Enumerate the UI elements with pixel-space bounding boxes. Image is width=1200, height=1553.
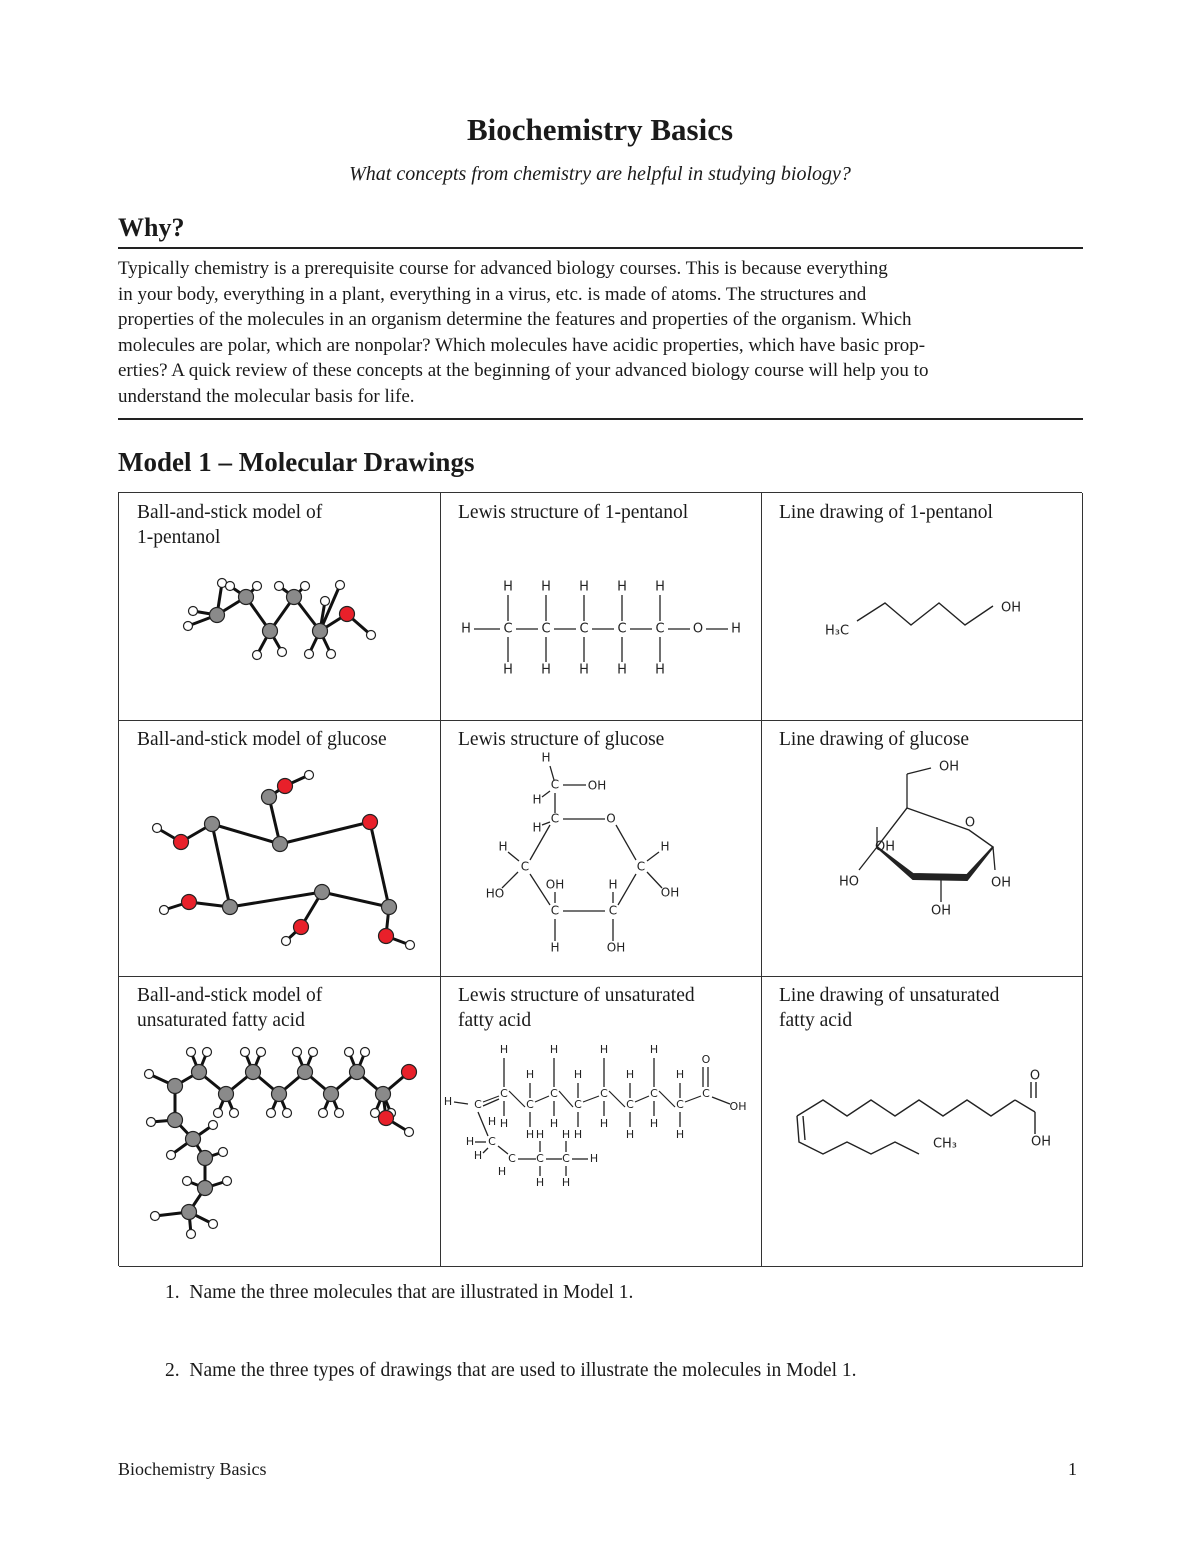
atom-label: H — [599, 1117, 609, 1130]
atom-label: H — [535, 1176, 545, 1189]
hydrogen-atom — [187, 1230, 196, 1239]
carbon-chain-line — [797, 1100, 1015, 1116]
hydrogen-atom — [183, 1177, 192, 1186]
atom-label: C — [550, 903, 560, 918]
atom-label: H — [561, 1128, 571, 1141]
atom-label: O — [692, 621, 704, 637]
carbon-atom — [198, 1181, 213, 1196]
carbon-atom — [313, 624, 328, 639]
carbon-atom — [262, 790, 277, 805]
line-fatty-acid-figure — [761, 976, 1081, 1265]
bond-line — [647, 872, 662, 888]
oxygen-atom — [340, 607, 355, 622]
bond-line — [647, 852, 659, 861]
carbon-atom — [376, 1087, 391, 1102]
cell-ball-stick-glucose — [119, 720, 441, 977]
carbon-atom — [198, 1151, 213, 1166]
atom-label: H — [549, 1043, 559, 1056]
carbon-atom — [186, 1132, 201, 1147]
cell-lewis-fatty-acid — [440, 976, 762, 1267]
hydrogen-atom — [335, 1109, 344, 1118]
atom-label: H — [579, 662, 589, 678]
hydrogen-atom — [257, 1048, 266, 1057]
carbon-atom — [263, 624, 278, 639]
atom-label: OH — [874, 839, 896, 855]
line-glucose-figure — [761, 720, 1081, 975]
hydrogen-atom — [321, 597, 330, 606]
hydrogen-atom — [361, 1048, 370, 1057]
hydrogen-atom — [223, 1177, 232, 1186]
atom-label: H — [617, 579, 627, 595]
carbon-atom — [239, 590, 254, 605]
atom-label: HO — [838, 874, 860, 890]
question-text: Name the three molecules that are illustrated in Model 1. — [189, 1282, 634, 1303]
oxygen-atom — [174, 835, 189, 850]
atom-label: H — [532, 792, 542, 807]
question-text: Name the three types of drawings that are used to illustrate the molecules in Model 1. — [189, 1360, 857, 1381]
carbon-atom — [350, 1065, 365, 1080]
cell-label: Ball-and-stick model of 1-pentanol — [137, 502, 323, 548]
atom-label: C — [574, 1098, 582, 1111]
question-number: 2. — [165, 1360, 180, 1381]
bond-line — [542, 822, 550, 825]
hydrogen-atom — [203, 1048, 212, 1057]
atom-label: H — [617, 662, 627, 678]
cell-ball-stick-fatty-acid — [119, 976, 441, 1267]
atom-label: C — [550, 1087, 558, 1100]
cell-label: Line drawing of unsaturated fatty acid — [779, 985, 1000, 1031]
carbon-chain-line — [857, 603, 993, 625]
atom-label: H — [473, 1149, 483, 1162]
why-heading: Why? — [118, 213, 185, 242]
ball-stick-pentanol-figure — [119, 493, 439, 719]
lewis-pentanol-figure — [440, 493, 760, 719]
cell-lewis-glucose — [440, 720, 762, 977]
atom-label: H — [541, 750, 551, 765]
carbon-atom — [223, 900, 238, 915]
atom-label: H₃C — [824, 623, 850, 639]
hydrogen-atom — [184, 622, 193, 631]
cell-label: Ball-and-stick model of glucose — [137, 729, 387, 750]
oxygen-atom — [379, 929, 394, 944]
hydrogen-atom — [151, 1212, 160, 1221]
atom-label: H — [541, 579, 551, 595]
bond-line — [993, 847, 995, 870]
carbon-atom — [273, 837, 288, 852]
carbon-atom — [210, 608, 225, 623]
atom-label: H — [675, 1128, 685, 1141]
question-1 — [165, 1282, 633, 1304]
bond-line — [583, 1096, 599, 1102]
atom-label: H — [561, 1176, 571, 1189]
why-line: Typically chemistry is a prerequisite course for advanced biology courses. This is because everything — [118, 258, 888, 279]
atom-label: HO — [485, 886, 505, 901]
atom-label: H — [660, 839, 670, 854]
bond-line — [712, 1097, 730, 1104]
carbon-atom — [246, 1065, 261, 1080]
oxygen-atom — [363, 815, 378, 830]
atom-label: O — [1029, 1068, 1041, 1084]
atom-label: H — [573, 1128, 583, 1141]
atom-label: C — [474, 1098, 482, 1111]
question-number: 1. — [165, 1282, 180, 1303]
lewis-fatty-acid-figure — [440, 976, 760, 1265]
carbon-atom — [298, 1065, 313, 1080]
hydrogen-atom — [345, 1048, 354, 1057]
bond-line — [659, 1091, 675, 1107]
hydrogen-atom — [367, 631, 376, 640]
hydrogen-atom — [305, 650, 314, 659]
stick-bond — [370, 822, 389, 907]
atom-label: H — [487, 1115, 497, 1128]
carbon-atom — [272, 1087, 287, 1102]
bond-line — [508, 852, 519, 861]
atom-label: H — [655, 662, 665, 678]
bond-line — [483, 1099, 499, 1106]
carbon-atom — [168, 1113, 183, 1128]
atom-label: OH — [606, 940, 626, 955]
atom-label: H — [535, 1128, 545, 1141]
atom-label: C — [550, 777, 560, 792]
carbon-atom — [205, 817, 220, 832]
atom-label: H — [525, 1128, 535, 1141]
hydrogen-atom — [253, 582, 262, 591]
atom-label: H — [731, 621, 741, 637]
atom-label: OH — [545, 877, 565, 892]
atom-label: H — [649, 1117, 659, 1130]
carbon-chain-line — [797, 1116, 919, 1154]
bond-line — [498, 1146, 508, 1154]
atom-label: H — [498, 839, 508, 854]
hydrogen-atom — [405, 1128, 414, 1137]
hydrogen-atom — [219, 1148, 228, 1157]
atom-label: H — [461, 621, 471, 637]
stick-bond — [230, 892, 322, 907]
atom-label: O — [701, 1053, 711, 1066]
lewis-glucose-figure — [440, 720, 760, 975]
atom-label: H — [503, 662, 513, 678]
hydrogen-atom — [319, 1109, 328, 1118]
atom-label: C — [617, 621, 627, 637]
atom-label: H — [589, 1152, 599, 1165]
atom-label: H — [625, 1128, 635, 1141]
hydrogen-atom — [145, 1070, 154, 1079]
bond-line — [559, 1091, 573, 1107]
atom-label: H — [541, 662, 551, 678]
hydrogen-atom — [283, 1109, 292, 1118]
atom-label: C — [636, 859, 646, 874]
atom-label: C — [650, 1087, 658, 1100]
divider-bottom — [118, 418, 1083, 420]
why-line: molecules are polar, which are nonpolar? Which molecules have acidic properties, which have basic prop- — [118, 334, 926, 356]
atom-label: C — [488, 1135, 496, 1148]
stick-bond — [212, 824, 230, 907]
bond-line — [535, 1096, 549, 1102]
cell-label: Lewis structure of unsaturated fatty acid — [458, 985, 695, 1031]
atom-label: C — [608, 903, 618, 918]
atom-label: OH — [660, 885, 680, 900]
atom-label: OH — [1000, 600, 1022, 616]
carbon-atom — [287, 590, 302, 605]
atom-label: H — [465, 1135, 475, 1148]
hydrogen-atom — [226, 582, 235, 591]
oxygen-atom — [278, 779, 293, 794]
oxygen-atom — [402, 1065, 417, 1080]
cell-line-fatty-acid — [761, 976, 1083, 1267]
model-heading: Model 1 – Molecular Drawings — [118, 447, 475, 477]
hydrogen-atom — [282, 937, 291, 946]
atom-label: C — [541, 621, 551, 637]
divider-top — [118, 247, 1083, 249]
atom-label: H — [503, 579, 513, 595]
atom-label: H — [655, 579, 665, 595]
hydrogen-atom — [267, 1109, 276, 1118]
atom-label: H — [499, 1117, 509, 1130]
atom-label: C — [562, 1152, 570, 1165]
atom-label: OH — [938, 759, 960, 775]
cell-label: Ball-and-stick model of unsaturated fatty acid — [137, 985, 323, 1031]
atom-label: OH — [587, 778, 607, 793]
carbon-atom — [324, 1087, 339, 1102]
bond-line — [609, 1091, 625, 1107]
hydrogen-atom — [305, 771, 314, 780]
atom-label: H — [608, 877, 618, 892]
cell-ball-stick-pentanol — [119, 493, 441, 721]
atom-label: C — [626, 1098, 634, 1111]
footer-title: Biochemistry Basics — [118, 1459, 267, 1479]
hydrogen-atom — [275, 582, 284, 591]
carbon-atom — [192, 1065, 207, 1080]
hydrogen-atom — [406, 941, 415, 950]
why-paragraph — [118, 256, 1083, 409]
cell-line-pentanol — [761, 493, 1083, 721]
bond-line — [859, 847, 877, 870]
bond-line — [618, 874, 636, 905]
oxygen-atom — [379, 1111, 394, 1126]
atom-label: H — [573, 1068, 583, 1081]
cell-label: Line drawing of glucose — [779, 729, 970, 750]
atom-label: OH — [990, 875, 1012, 891]
atom-label: H — [497, 1165, 507, 1178]
hydrogen-atom — [336, 581, 345, 590]
hydrogen-atom — [230, 1109, 239, 1118]
bond-line — [635, 1096, 649, 1102]
cell-label: Line drawing of 1-pentanol — [779, 502, 993, 523]
oxygen-atom — [182, 895, 197, 910]
atom-label: OH — [930, 903, 952, 919]
hydrogen-atom — [309, 1048, 318, 1057]
stick-bond — [212, 824, 280, 844]
hydrogen-atom — [293, 1048, 302, 1057]
carbon-atom — [182, 1205, 197, 1220]
atom-label: O — [964, 815, 976, 831]
why-line: properties of the molecules in an organism determine the features and properties of the organism. Which — [118, 309, 912, 330]
ball-stick-fatty-acid-figure — [119, 976, 439, 1265]
cell-lewis-pentanol — [440, 493, 762, 721]
atom-label: H — [525, 1068, 535, 1081]
bond-line — [478, 1112, 488, 1136]
bond-line — [542, 791, 550, 797]
cell-label: Lewis structure of glucose — [458, 729, 665, 750]
atom-label: H — [443, 1095, 453, 1108]
atom-label: H — [579, 579, 589, 595]
why-line: erties? A quick review of these concepts at the beginning of your advanced biology course will help you to — [118, 360, 929, 381]
atom-label: C — [676, 1098, 684, 1111]
atom-label: OH — [729, 1100, 747, 1113]
atom-label: H — [549, 1117, 559, 1130]
stick-bond — [280, 822, 370, 844]
stick-bond — [322, 892, 389, 907]
page-subtitle: What concepts from chemistry are helpful in studying biology? — [349, 163, 851, 185]
atom-label: C — [579, 621, 589, 637]
hydrogen-atom — [153, 824, 162, 833]
hydrogen-atom — [189, 607, 198, 616]
atom-label: C — [526, 1098, 534, 1111]
page-title: Biochemistry Basics — [466, 112, 734, 147]
model-grid — [118, 492, 1082, 1266]
bond-line — [616, 825, 636, 860]
bond-line — [483, 1096, 499, 1102]
hydrogen-atom — [147, 1118, 156, 1127]
bond-line — [454, 1102, 468, 1104]
hydrogen-atom — [327, 650, 336, 659]
atom-label: H — [649, 1043, 659, 1056]
hydrogen-atom — [167, 1151, 176, 1160]
atom-label: C — [503, 621, 513, 637]
atom-label: OH — [1030, 1134, 1052, 1150]
atom-label: C — [600, 1087, 608, 1100]
page-number: 1 — [1068, 1459, 1077, 1479]
hydrogen-atom — [278, 648, 287, 657]
question-2 — [165, 1360, 857, 1382]
atom-label: C — [702, 1087, 710, 1100]
hydrogen-atom — [253, 651, 262, 660]
atom-label: H — [499, 1043, 509, 1056]
bond-line — [502, 872, 518, 888]
line-pentanol-figure — [761, 493, 1081, 719]
bond-line — [483, 1148, 488, 1153]
hydrogen-atom — [301, 582, 310, 591]
hydrogen-atom — [187, 1048, 196, 1057]
atom-label: H — [675, 1068, 685, 1081]
cell-label: Lewis structure of 1-pentanol — [458, 502, 689, 523]
carbon-atom — [315, 885, 330, 900]
hydrogen-atom — [214, 1109, 223, 1118]
hydrogen-atom — [160, 906, 169, 915]
double-bond-line — [803, 1116, 805, 1140]
carbon-atom — [382, 900, 397, 915]
ball-stick-glucose-figure — [119, 720, 439, 975]
atom-label: C — [508, 1152, 516, 1165]
atom-label: O — [606, 811, 616, 826]
hydrogen-atom — [241, 1048, 250, 1057]
carbon-atom — [219, 1087, 234, 1102]
carbon-atom — [168, 1079, 183, 1094]
atom-label: H — [532, 820, 542, 835]
oxygen-atom — [294, 920, 309, 935]
atom-label: H — [625, 1068, 635, 1081]
bond-line — [907, 768, 931, 774]
atom-label: H — [599, 1043, 609, 1056]
atom-label: C — [500, 1087, 508, 1100]
atom-label: CH₃ — [932, 1136, 958, 1152]
hydrogen-atom — [209, 1220, 218, 1229]
atom-label: C — [536, 1152, 544, 1165]
bond-line — [685, 1096, 701, 1102]
atom-label: H — [550, 940, 560, 955]
hydrogen-atom — [209, 1121, 218, 1130]
atom-label: C — [520, 859, 530, 874]
cell-line-glucose — [761, 720, 1083, 977]
atom-label: C — [655, 621, 665, 637]
why-line: understand the molecular basis for life. — [118, 385, 415, 407]
bond-line — [509, 1091, 525, 1107]
atom-label: C — [550, 811, 560, 826]
bond-line — [1015, 1100, 1035, 1112]
why-line: in your body, everything in a plant, everything in a virus, etc. is made of atoms. The structures and — [118, 283, 867, 305]
